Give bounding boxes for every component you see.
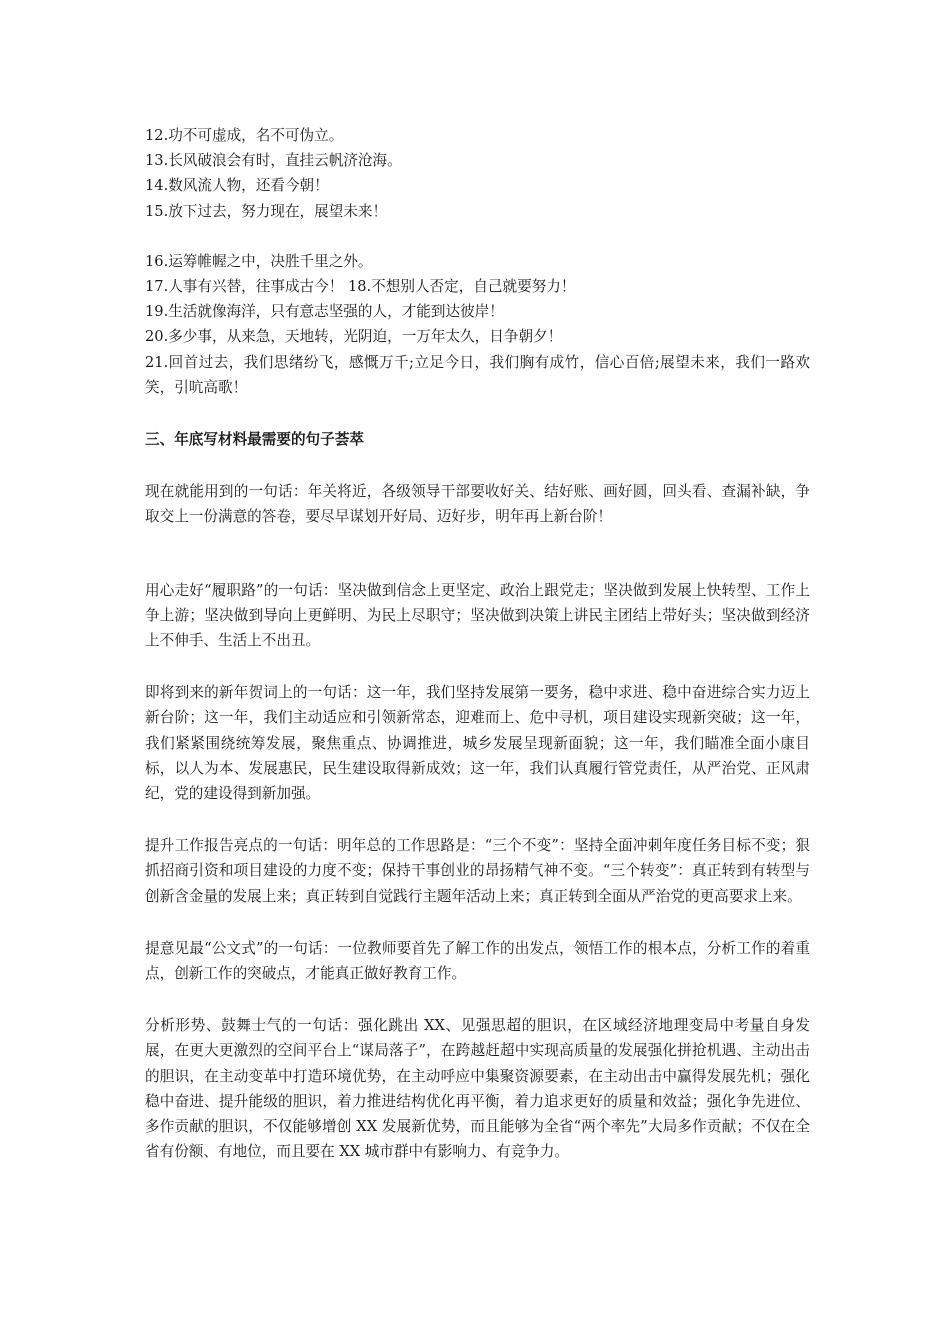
spacer	[145, 400, 810, 427]
list-item-12: 12.功不可虚成，名不可伪立。	[145, 127, 344, 144]
paragraph-2: 用心走好“履职路”的一句话：坚决做到信念上更坚定、政治上跟党走；坚决做到发展上快转型、工作上争上游；坚决做到导向上更鲜明、为民上尽职守；坚决做到决策上讲民主团结上带好头；坚决做到经济上不伸手、生活上不出丑。	[145, 581, 810, 650]
paragraph-3: 即将到来的新年贺词上的一句话：这一年，我们坚持发展第一要务，稳中求进、稳中奋进综合实力迈上新台阶；这一年，我们主动适应和引领新常态，迎难而上、危中寻机，项目建设实现新突破；这一年，我们紧紧围绕统筹发展，聚焦重点、协调推进，城乡发展呈现新面貌；这一年，我们瞄准全面小康目标，以人为本、发展惠民，民生建设取得新成效；这一年，我们认真履行管党责任，从严治党、正风肃纪，党的建设得到新加强。	[145, 684, 810, 803]
spacer	[145, 224, 810, 249]
paragraph-1: 现在就能用到的一句话：年关将近，各级领导干部要收好关、结好账、画好圆，回头看、查漏补缺，争取交上一份满意的答卷，要尽早谋划开好局、迈好步，明年再上新台阶！	[145, 483, 810, 526]
paragraph-6: 分析形势、鼓舞士气的一句话：强化跳出 XX、见强思超的胆识，在区域经济地理变局中考量自身发展，在更大更激烈的空间平台上“谋局落子”，在跨越赶超中实现高质量的发展强化拼抢机遇、主动出击的胆识，在主动变革中打造环境优势，在主动呼应中集聚资源要素，在主动出击中赢得发展先机；强化稳中奋进、提升能级的胆识，着力推进结构优化再平衡，着力追求更好的质量和效益；强化争先进位、多作贡献的胆识，不仅能够增创 XX 发展新优势，而且能够为全省“两个率先”大局多作贡献；不仅在全省有份额、有地位，而且要在 XX 城市群中有影响力、有竞争力。	[145, 1017, 810, 1161]
list-item-19: 19.生活就像海洋，只有意志坚强的人，才能到达彼岸！	[145, 303, 504, 321]
list-item-14: 14.数风流人物，还看今朝！	[145, 177, 329, 195]
section-heading: 三、年底写材料最需要的句子荟萃	[145, 431, 364, 449]
list-item-13: 13.长风破浪会有时，直挂云帆济沧海。	[145, 152, 402, 170]
spacer	[145, 986, 810, 1013]
spacer	[145, 530, 810, 578]
spacer	[145, 653, 810, 680]
list-item-16: 16.运筹帷幄之中，决胜千里之外。	[145, 252, 373, 270]
paragraph-5: 提意见最“公文式”的一句话：一位教师要首先了解工作的出发点，领悟工作的根本点，分析工作的着重点，创新工作的突破点，才能真正做好教育工作。	[145, 939, 810, 983]
spacer	[145, 806, 810, 833]
list-item-20: 20.多少事，从来急，天地转，光阴迫，一万年太久，日争朝夕！	[145, 328, 563, 346]
document-body	[145, 123, 810, 1165]
spacer	[145, 909, 810, 936]
list-item-17-18: 17.人事有兴替，往事成古今！ 18.不想别人否定，自己就要努力！	[145, 278, 576, 296]
paragraph-4: 提升工作报告亮点的一句话：明年总的工作思路是：“三个不变”：坚持全面冲刺年度任务目标不变；狠抓招商引资和项目建设的力度不变；保持干事创业的昂扬精气神不变。“三个转变”：真正转到有转型与创新含金量的发展上来；真正转到自觉践行主题年活动上来；真正转到全面从严治党的更高要求上来。	[145, 837, 810, 905]
list-item-15: 15.放下过去，努力现在，展望未来！	[145, 202, 388, 220]
list-item-21: 21.回首过去，我们思绪纷飞，感慨万千;立足今日，我们胸有成竹，信心百倍;展望未来，我们一路欢笑，引吭高歌！	[145, 353, 810, 396]
spacer	[145, 452, 810, 479]
